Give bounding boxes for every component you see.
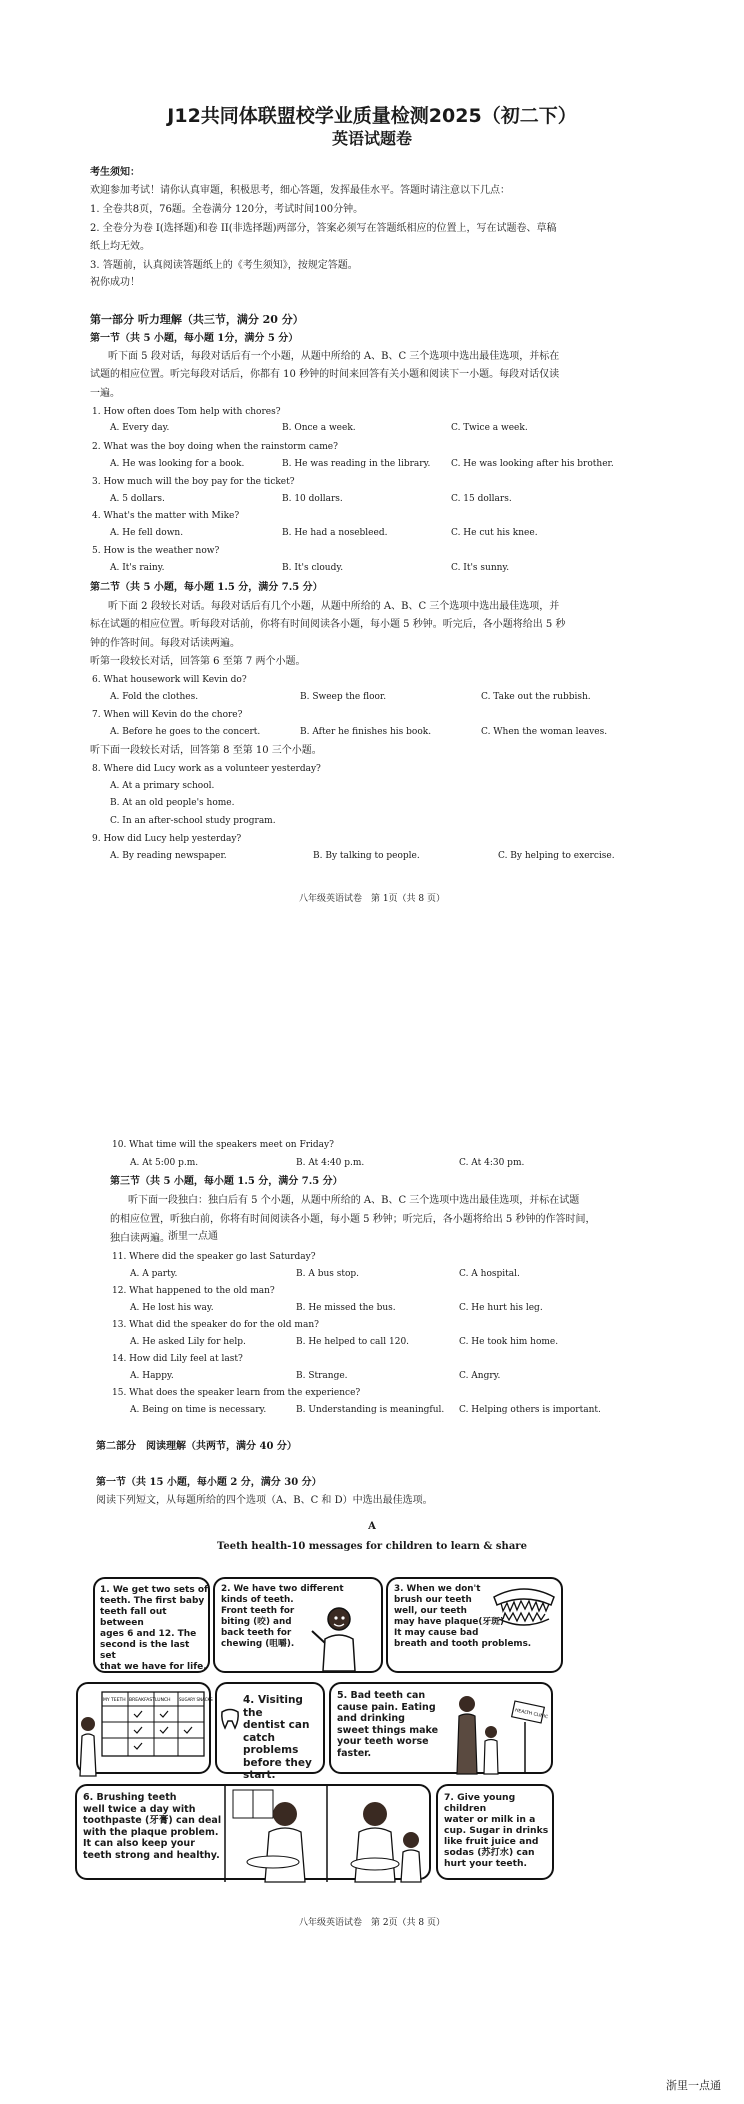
section3-instructions-2: 的相应位置，听独白前，你将有时间阅读各小题，每小题 5 秒钟；听完后，各小题将给出 5 秒钟的作答时间，: [110, 1214, 596, 1225]
q3-option-b: B. 10 dollars.: [282, 494, 343, 504]
chart-header-1: MY TEETH: [103, 1698, 126, 1703]
notice-item-2: 2. 全卷分为卷 I(选择题)和卷 II(非选择题)两部分，答案必须写在答题纸相应的位置上，写在试题卷、草稿: [90, 223, 557, 234]
q8-option-b: B. At an old people's home.: [110, 798, 235, 808]
question-6: 6. What housework will Kevin do?: [92, 675, 247, 685]
q5-option-a: A. It's rainy.: [110, 563, 165, 573]
section1-instructions: 听下面 5 段对话，每段对话后有一个小题，从题中所给的 A、B、C 三个选项中选出最佳选项，并标在: [108, 351, 560, 362]
tip-6-text: 6. Brushing teeth well twice a day with toothpaste (牙膏) can deal with the plaque problem. It can also keep your teeth strong and healthy.: [83, 1792, 222, 1861]
notice-item-2-cont: 纸上均无效。: [90, 241, 150, 252]
exam-page-1: [0, 0, 744, 970]
section1-heading: 第一节（共 5 小题，每小题 1分，满分 5 分）: [90, 333, 299, 344]
q7-option-a: A. Before he goes to the concert.: [110, 727, 261, 737]
q2-option-a: A. He was looking for a book.: [110, 459, 245, 469]
notice-intro: 欢迎参加考试！请你认真审题，积极思考，细心答题，发挥最佳水平。答题时请注意以下几点：: [90, 185, 510, 196]
tip-panel-6: [75, 1784, 431, 1880]
exam-subtitle: 英语试题卷: [331, 129, 412, 148]
q11-option-a: A. A party.: [130, 1269, 178, 1279]
q13-option-a: A. He asked Lily for help.: [130, 1337, 246, 1347]
teeth-illustration: [491, 1585, 557, 1631]
parent-child-clinic-illustration: [437, 1686, 547, 1774]
q2-option-b: B. He was reading in the library.: [282, 459, 431, 469]
q6-option-c: C. Take out the rubbish.: [481, 692, 591, 702]
page-1-footer: 八年级英语试卷 第 1页（共 8 页）: [298, 894, 446, 904]
section1-instructions-3: 一遍。: [90, 388, 120, 399]
question-4: 4. What's the matter with Mike?: [92, 511, 240, 521]
q14-option-a: A. Happy.: [130, 1371, 174, 1381]
question-13: 13. What did the speaker do for the old man?: [112, 1320, 319, 1330]
q12-option-a: A. He lost his way.: [130, 1303, 214, 1313]
q15-option-a: A. Being on time is necessary.: [130, 1405, 267, 1415]
tip-5-text: 5. Bad teeth can cause pain. Eating and drinking sweet things make your teeth worse faster.: [337, 1690, 439, 1759]
tooth-icon: [219, 1708, 241, 1730]
food-chart-illustration: [78, 1684, 213, 1776]
q4-option-a: A. He fell down.: [110, 528, 184, 538]
q6-option-b: B. Sweep the floor.: [300, 692, 387, 702]
q10-option-b: B. At 4:40 p.m.: [296, 1158, 365, 1168]
q4-option-b: B. He had a nosebleed.: [282, 528, 388, 538]
q15-option-c: C. Helping others is important.: [459, 1405, 601, 1415]
reading-section1-heading: 第一节（共 15 小题，每小题 2 分，满分 30 分）: [96, 1477, 322, 1488]
q9-option-a: A. By reading newspaper.: [110, 851, 227, 861]
passage-letter: A: [368, 1521, 376, 1532]
section2-instructions: 听下面 2 段较长对话。每段对话后有几个小题，从题中所给的 A、B、C 三个选项中选出最佳选项，并: [108, 601, 560, 612]
section2-dialogue2-note: 听下面一段较长对话，回答第 8 至第 10 三个小题。: [90, 745, 322, 756]
brushing-teeth-illustration: [225, 1786, 431, 1882]
q1-option-c: C. Twice a week.: [451, 423, 528, 433]
chart-header-2: BREAKFAST: [129, 1698, 155, 1703]
section2-instructions-2: 标在试题的相应位置。听每段对话前，你将有时间阅读各小题，每小题 5 秒钟。听完后，各小题将给出 5 秒: [90, 619, 566, 630]
q10-option-a: A. At 5:00 p.m.: [130, 1158, 199, 1168]
reading-instructions: 阅读下列短文，从每题所给的四个选项（A、B、C 和 D）中选出最佳选项。: [96, 1495, 433, 1506]
q10-option-c: C. At 4:30 pm.: [459, 1158, 525, 1168]
chart-header-3: LUNCH: [155, 1698, 171, 1703]
notice-item-1: 1. 全卷共8页，76题。全卷满分 120分，考试时间100分钟。: [90, 204, 364, 215]
tip-4-text: 4. Visiting the dentist can catch problems before they start.: [243, 1694, 312, 1781]
question-9: 9. How did Lucy help yesterday?: [92, 834, 242, 844]
q4-option-c: C. He cut his knee.: [451, 528, 538, 538]
part1-heading: 第一部分 听力理解（共三节，满分 20 分）: [90, 313, 304, 326]
q11-option-b: B. A bus stop.: [296, 1269, 360, 1279]
section1-instructions-2: 试题的相应位置。听完每段对话后，你都有 10 秒钟的时间来回答有关小题和阅读下一小题。每段对话仅读: [90, 369, 560, 380]
notice-wish: 祝你成功！: [90, 277, 140, 288]
q13-option-b: B. He helped to call 120.: [296, 1337, 410, 1347]
tip-panel-3: [386, 1577, 563, 1673]
tip-panel-1: [93, 1577, 210, 1673]
q5-option-b: B. It's cloudy.: [282, 563, 344, 573]
tip-panel-5: [329, 1682, 553, 1774]
question-11: 11. Where did the speaker go last Saturday?: [112, 1252, 316, 1262]
q1-option-b: B. Once a week.: [282, 423, 356, 433]
exam-page-2: [0, 1130, 744, 2104]
section3-instructions: 听下面一段独白：独白后有 5 个小题，从题中所给的 A、B、C 三个选项中选出最佳选项，并标在试题: [128, 1195, 580, 1206]
question-8: 8. Where did Lucy work as a volunteer yesterday?: [92, 764, 321, 774]
tip-1-text: 1. We get two sets of teeth. The first baby teeth fall out between ages 6 and 12. The second is the last set that we have for life.: [100, 1585, 208, 1672]
q7-option-b: B. After he finishes his book.: [300, 727, 432, 737]
tip-panel-2: [213, 1577, 383, 1673]
q6-option-a: A. Fold the clothes.: [110, 692, 199, 702]
question-1: 1. How often does Tom help with chores?: [92, 407, 281, 417]
question-2: 2. What was the boy doing when the rainstorm came?: [92, 442, 338, 452]
clinic-sign-text: HEALTH CLINIC: [514, 1708, 549, 1721]
exam-title: J12共同体联盟校学业质量检测2025（初二下）: [167, 105, 577, 127]
question-14: 14. How did Lily feel at last?: [112, 1354, 243, 1364]
tip-panel-4: [215, 1682, 325, 1781]
q15-option-b: B. Understanding is meaningful.: [296, 1405, 445, 1415]
part2-heading: 第二部分 阅读理解（共两节，满分 40 分）: [96, 1441, 297, 1452]
food-chart-panel: [76, 1682, 211, 1774]
section2-dialogue1-note: 听第一段较长对话，回答第 6 至第 7 两个小题。: [90, 656, 306, 667]
question-5: 5. How is the weather now?: [92, 546, 220, 556]
section2-heading: 第二节（共 5 小题，每小题 1.5 分，满分 7.5 分）: [90, 582, 323, 593]
corner-watermark: 浙里一点通: [666, 2079, 721, 2092]
question-3: 3. How much will the boy pay for the ticket?: [92, 477, 295, 487]
tip-2-text: 2. We have two different kinds of teeth. Front teeth for biting (咬) and back teeth for chewing (咀嚼).: [221, 1584, 344, 1649]
tip-panel-7: [436, 1784, 554, 1880]
q5-option-c: C. It's sunny.: [451, 563, 510, 573]
q9-option-c: C. By helping to exercise.: [498, 851, 615, 861]
tip-7-text: 7. Give young children water or milk in a cup. Sugar in drinks like fruit juice and sodas (苏打水) can hurt your teeth.: [444, 1792, 549, 1869]
q9-option-b: B. By talking to people.: [313, 851, 420, 861]
notice-item-3: 3. 答题前，认真阅读答题纸上的《考生须知》，按规定答题。: [90, 260, 358, 271]
q3-option-c: C. 15 dollars.: [451, 494, 512, 504]
page-2-footer: 八年级英语试卷 第 2页（共 8 页）: [298, 1918, 446, 1928]
q1-option-a: A. Every day.: [110, 423, 170, 433]
q2-option-c: C. He was looking after his brother.: [451, 459, 614, 469]
tip-3-text: 3. When we don't brush our teeth well, our teeth may have plaque(牙斑) It may cause bad breath and tooth problems.: [394, 1584, 532, 1649]
passage-title: Teeth health-10 messages for children to learn & share: [217, 1541, 527, 1552]
q11-option-c: C. A hospital.: [459, 1269, 520, 1279]
notice-heading: 考生须知：: [90, 167, 140, 178]
question-7: 7. When will Kevin do the chore?: [92, 710, 243, 720]
section3-heading: 第三节（共 5 小题，每小题 1.5 分，满分 7.5 分）: [110, 1176, 343, 1187]
watermark-text: 浙里一点通: [168, 1231, 218, 1242]
child-pointing-illustration: [307, 1601, 377, 1671]
chart-header-4: SUGARY SNACKS: [179, 1697, 213, 1702]
q8-option-a: A. At a primary school.: [110, 781, 215, 791]
q7-option-c: C. When the woman leaves.: [481, 727, 608, 737]
q12-option-c: C. He hurt his leg.: [459, 1303, 543, 1313]
q3-option-a: A. 5 dollars.: [110, 494, 165, 504]
q13-option-c: C. He took him home.: [459, 1337, 559, 1347]
q14-option-b: B. Strange.: [296, 1371, 348, 1381]
section3-instructions-3: 独白读两遍。: [110, 1233, 170, 1244]
question-12: 12. What happened to the old man?: [112, 1286, 275, 1296]
q14-option-c: C. Angry.: [459, 1371, 501, 1381]
q8-option-c: C. In an after-school study program.: [110, 816, 276, 826]
section2-instructions-3: 钟的作答时间。每段对话读两遍。: [90, 638, 240, 649]
question-10: 10. What time will the speakers meet on Friday?: [112, 1140, 334, 1150]
question-15: 15. What does the speaker learn from the experience?: [112, 1388, 361, 1398]
q12-option-b: B. He missed the bus.: [296, 1303, 396, 1313]
